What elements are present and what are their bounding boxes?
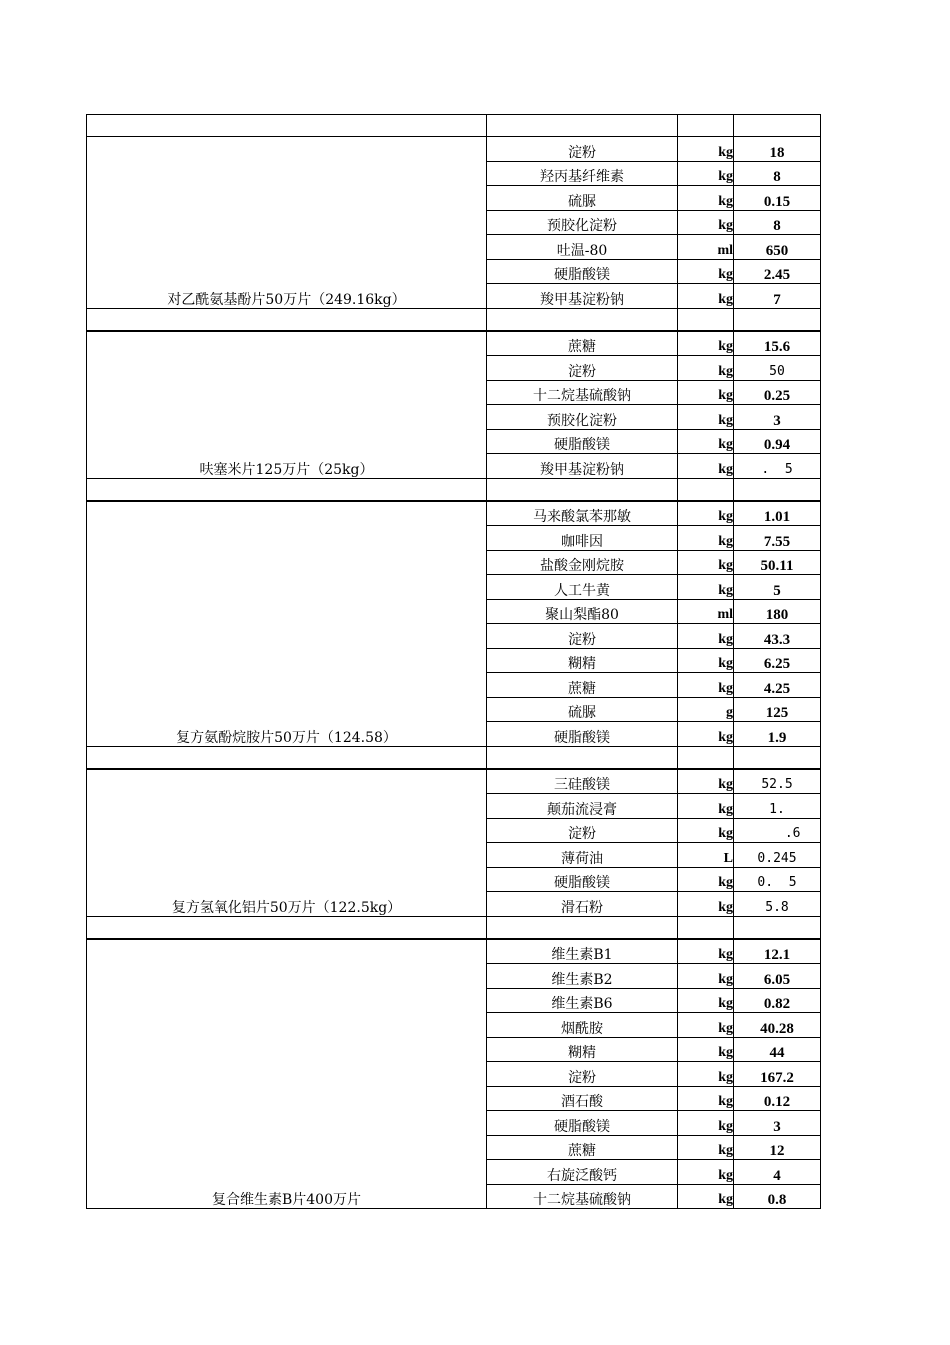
unit: kg (678, 964, 734, 989)
material-row (87, 939, 821, 964)
unit: kg (678, 331, 734, 356)
material-name: 淀粉 (487, 818, 678, 843)
unit: kg (678, 550, 734, 575)
unit: g (678, 697, 734, 722)
material-name: 右旋泛酸钙 (487, 1160, 678, 1185)
material-name: 酒石酸 (487, 1086, 678, 1111)
unit: L (678, 843, 734, 868)
material-name: 蔗糖 (487, 673, 678, 698)
product-name: 呋塞米片125万片（25kg） (87, 331, 487, 479)
quantity: 0.8 (734, 1184, 821, 1209)
quantity: 0.15 (734, 186, 821, 211)
quantity: 7.55 (734, 526, 821, 551)
unit: kg (678, 454, 734, 479)
material-name: 烟酰胺 (487, 1013, 678, 1038)
material-row (87, 769, 821, 794)
unit: kg (678, 648, 734, 673)
material-row (87, 501, 821, 526)
material-name: 硬脂酸镁 (487, 429, 678, 454)
formula-table (86, 114, 821, 1209)
unit: kg (678, 210, 734, 235)
material-row (87, 331, 821, 356)
unit: kg (678, 1160, 734, 1185)
quantity: 0.245 (734, 843, 821, 868)
empty-cell (87, 916, 487, 939)
quantity: 167.2 (734, 1062, 821, 1087)
quantity: 50.11 (734, 550, 821, 575)
empty-cell (87, 746, 487, 769)
unit: kg (678, 867, 734, 892)
quantity: .6 (734, 818, 821, 843)
material-name: 淀粉 (487, 137, 678, 162)
unit: kg (678, 892, 734, 917)
material-name: 硬脂酸镁 (487, 259, 678, 284)
empty-cell (487, 478, 678, 501)
material-name: 硬脂酸镁 (487, 867, 678, 892)
empty-cell (734, 115, 821, 137)
unit: kg (678, 380, 734, 405)
empty-cell (87, 308, 487, 331)
unit: kg (678, 1013, 734, 1038)
unit: ml (678, 599, 734, 624)
material-name: 糊精 (487, 1037, 678, 1062)
unit: kg (678, 1111, 734, 1136)
unit: kg (678, 429, 734, 454)
separator-row (87, 478, 821, 501)
unit: kg (678, 259, 734, 284)
quantity: 0.12 (734, 1086, 821, 1111)
material-name: 人工牛黄 (487, 575, 678, 600)
material-name: 维生素B1 (487, 939, 678, 964)
quantity: 6.05 (734, 964, 821, 989)
empty-cell (487, 115, 678, 137)
empty-cell (87, 115, 487, 137)
unit: kg (678, 818, 734, 843)
quantity: 0.94 (734, 429, 821, 454)
empty-cell (678, 115, 734, 137)
material-row (87, 137, 821, 162)
unit: kg (678, 988, 734, 1013)
material-name: 马来酸氯苯那敏 (487, 501, 678, 526)
material-name: 淀粉 (487, 356, 678, 381)
quantity: 7 (734, 284, 821, 309)
unit: kg (678, 1062, 734, 1087)
unit: kg (678, 1086, 734, 1111)
quantity: 4 (734, 1160, 821, 1185)
product-name: 复方氢氧化铝片50万片（122.5kg） (87, 769, 487, 917)
quantity: 44 (734, 1037, 821, 1062)
material-name: 蔗糖 (487, 331, 678, 356)
unit: kg (678, 769, 734, 794)
material-name: 咖啡因 (487, 526, 678, 551)
unit: ml (678, 235, 734, 260)
material-name: 糊精 (487, 648, 678, 673)
empty-cell (678, 916, 734, 939)
quantity: 0. 5 (734, 867, 821, 892)
separator-row (87, 115, 821, 137)
empty-cell (734, 916, 821, 939)
empty-cell (734, 478, 821, 501)
quantity: 125 (734, 697, 821, 722)
unit: kg (678, 284, 734, 309)
product-name: 复方氨酚烷胺片50万片（124.58） (87, 501, 487, 747)
unit: kg (678, 161, 734, 186)
material-name: 硫脲 (487, 186, 678, 211)
quantity: 12.1 (734, 939, 821, 964)
unit: kg (678, 526, 734, 551)
material-name: 盐酸金刚烷胺 (487, 550, 678, 575)
quantity: 1.9 (734, 722, 821, 747)
material-name: 颠茄流浸膏 (487, 794, 678, 819)
unit: kg (678, 405, 734, 430)
material-name: 滑石粉 (487, 892, 678, 917)
separator-row (87, 308, 821, 331)
empty-cell (734, 746, 821, 769)
unit: kg (678, 1135, 734, 1160)
material-name: 三硅酸镁 (487, 769, 678, 794)
quantity: 3 (734, 405, 821, 430)
unit: kg (678, 939, 734, 964)
material-name: 硫脲 (487, 697, 678, 722)
quantity: 43.3 (734, 624, 821, 649)
quantity: 0.82 (734, 988, 821, 1013)
product-name: 对乙酰氨基酚片50万片（249.16kg） (87, 137, 487, 309)
quantity: 18 (734, 137, 821, 162)
material-name: 硬脂酸镁 (487, 722, 678, 747)
unit: kg (678, 722, 734, 747)
unit: kg (678, 501, 734, 526)
empty-cell (487, 746, 678, 769)
material-name: 聚山梨酯80 (487, 599, 678, 624)
material-name: 淀粉 (487, 1062, 678, 1087)
separator-row (87, 746, 821, 769)
quantity: 1.01 (734, 501, 821, 526)
material-name: 羧甲基淀粉钠 (487, 284, 678, 309)
material-name: 淀粉 (487, 624, 678, 649)
quantity: 6.25 (734, 648, 821, 673)
quantity: 8 (734, 161, 821, 186)
empty-cell (678, 478, 734, 501)
material-name: 吐温-80 (487, 235, 678, 260)
empty-cell (734, 308, 821, 331)
unit: kg (678, 673, 734, 698)
material-name: 预胶化淀粉 (487, 210, 678, 235)
empty-cell (678, 308, 734, 331)
material-name: 蔗糖 (487, 1135, 678, 1160)
empty-cell (487, 916, 678, 939)
material-name: 预胶化淀粉 (487, 405, 678, 430)
unit: kg (678, 356, 734, 381)
material-name: 十二烷基硫酸钠 (487, 380, 678, 405)
quantity: 1. (734, 794, 821, 819)
unit: kg (678, 186, 734, 211)
quantity: 40.28 (734, 1013, 821, 1038)
material-name: 维生素B6 (487, 988, 678, 1013)
quantity: 50 (734, 356, 821, 381)
quantity: 5 (734, 575, 821, 600)
unit: kg (678, 137, 734, 162)
empty-cell (678, 746, 734, 769)
quantity: . 5 (734, 454, 821, 479)
quantity: 15.6 (734, 331, 821, 356)
quantity: 12 (734, 1135, 821, 1160)
empty-cell (87, 478, 487, 501)
quantity: 8 (734, 210, 821, 235)
product-name: 复合维生素B片400万片 (87, 939, 487, 1209)
quantity: 2.45 (734, 259, 821, 284)
separator-row (87, 916, 821, 939)
quantity: 4.25 (734, 673, 821, 698)
material-name: 维生素B2 (487, 964, 678, 989)
material-name: 羧甲基淀粉钠 (487, 454, 678, 479)
empty-cell (487, 308, 678, 331)
quantity: 180 (734, 599, 821, 624)
quantity: 3 (734, 1111, 821, 1136)
unit: kg (678, 1037, 734, 1062)
unit: kg (678, 575, 734, 600)
quantity: 5.8 (734, 892, 821, 917)
unit: kg (678, 624, 734, 649)
formula-table-body (87, 115, 821, 1209)
material-name: 薄荷油 (487, 843, 678, 868)
material-name: 十二烷基硫酸钠 (487, 1184, 678, 1209)
quantity: 650 (734, 235, 821, 260)
unit: kg (678, 794, 734, 819)
unit: kg (678, 1184, 734, 1209)
quantity: 52.5 (734, 769, 821, 794)
quantity: 0.25 (734, 380, 821, 405)
material-name: 硬脂酸镁 (487, 1111, 678, 1136)
material-name: 羟丙基纤维素 (487, 161, 678, 186)
